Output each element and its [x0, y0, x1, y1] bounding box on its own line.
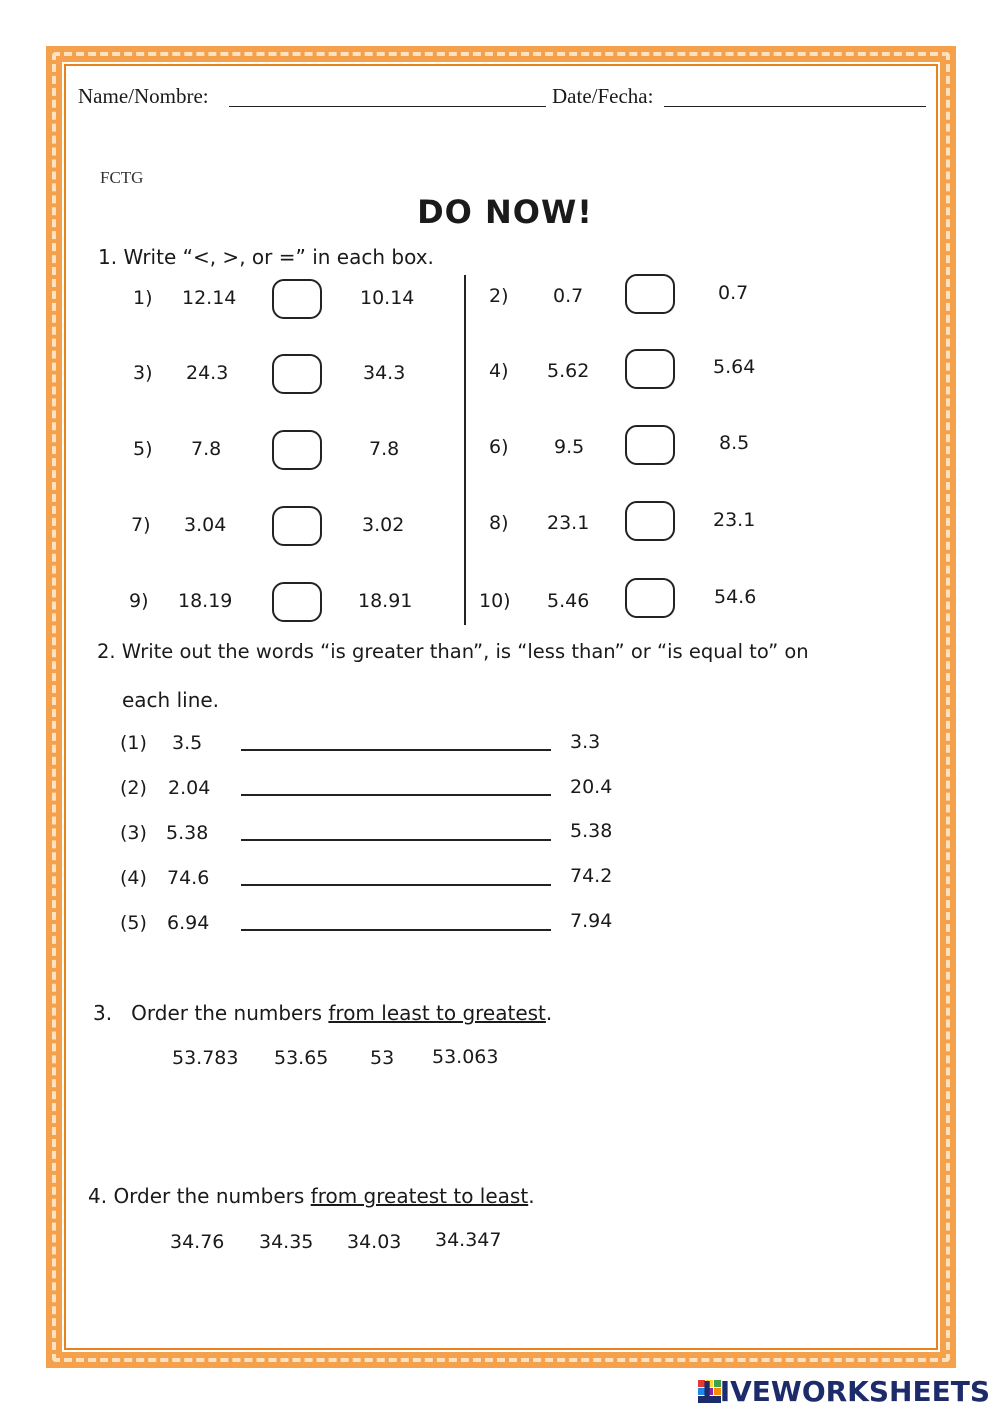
q1-item-right-value: 7.8	[369, 438, 400, 460]
q1-answer-box-6[interactable]	[625, 425, 675, 465]
date-label: Date/Fecha:	[552, 84, 654, 108]
q1-item-left-value: 0.7	[553, 285, 584, 307]
page-title: DO NOW!	[417, 193, 593, 231]
q1-answer-box-3[interactable]	[272, 354, 322, 394]
q1-item-left-value: 3.04	[184, 514, 227, 536]
q1-answer-box-1[interactable]	[272, 279, 322, 319]
q1-item-label: 3)	[133, 362, 153, 384]
q1-item-right-value: 3.02	[362, 514, 405, 536]
q1-answer-box-2[interactable]	[625, 274, 675, 314]
q2-item-right-value: 5.38	[570, 820, 613, 842]
q1-item-left-value: 12.14	[182, 287, 237, 309]
name-field[interactable]	[229, 106, 546, 107]
q3-number: 53.783	[172, 1047, 239, 1069]
q2-item-label: (5)	[120, 912, 147, 934]
q2-answer-line-2[interactable]	[241, 794, 551, 796]
q1-item-label: 6)	[489, 436, 509, 458]
q1-item-label: 8)	[489, 512, 509, 534]
q1-answer-box-7[interactable]	[272, 506, 322, 546]
q1-item-right-value: 0.7	[718, 282, 749, 304]
q2-item-label: (4)	[120, 867, 147, 889]
q2-item-left-value: 5.38	[166, 822, 209, 844]
q1-item-label: 5)	[133, 438, 153, 460]
q2-answer-line-1[interactable]	[241, 749, 551, 751]
name-label: Name/Nombre:	[78, 84, 209, 108]
q1-answer-box-9[interactable]	[272, 582, 322, 622]
q3-instruction-prefix: 3. Order the numbers	[93, 1001, 329, 1025]
q4-number: 34.03	[347, 1231, 402, 1253]
q2-item-label: (2)	[120, 777, 147, 799]
q1-item-left-value: 5.62	[547, 360, 590, 382]
q2-item-right-value: 74.2	[570, 865, 613, 887]
q4-instruction-suffix: .	[528, 1184, 535, 1208]
q3-instruction-suffix: .	[545, 1001, 553, 1025]
q1-item-left-value: 5.46	[547, 590, 590, 612]
q1-item-right-value: 5.64	[713, 356, 756, 378]
q1-instruction: 1. Write “<, >, or =” in each box.	[98, 245, 434, 269]
q3-number: 53.65	[274, 1047, 329, 1069]
q1-item-right-value: 23.1	[713, 509, 756, 531]
q2-answer-line-3[interactable]	[241, 839, 551, 841]
q1-item-left-value: 24.3	[186, 362, 229, 384]
date-field[interactable]	[664, 106, 926, 107]
q1-column-divider	[464, 275, 466, 625]
q3-instruction-emphasis: from least to greatest	[328, 1001, 546, 1025]
q2-item-right-value: 3.3	[570, 731, 601, 753]
q2-item-left-value: 6.94	[167, 912, 210, 934]
q4-number: 34.35	[259, 1231, 314, 1253]
q2-item-label: (1)	[120, 732, 147, 754]
q1-answer-box-10[interactable]	[625, 578, 675, 618]
q1-item-right-value: 34.3	[363, 362, 406, 384]
q1-item-left-value: 7.8	[191, 438, 222, 460]
q1-item-label: 7)	[131, 514, 151, 536]
q1-answer-box-4[interactable]	[625, 349, 675, 389]
q4-instruction-emphasis: from greatest to least	[310, 1184, 529, 1208]
q1-item-label: 9)	[129, 590, 149, 612]
q2-item-left-value: 2.04	[168, 777, 211, 799]
q4-instruction-prefix: 4. Order the numbers	[88, 1184, 311, 1208]
q1-item-left-value: 9.5	[554, 436, 585, 458]
worksheet-code: FCTG	[100, 168, 144, 187]
q1-item-label: 10)	[479, 590, 511, 612]
q2-answer-line-5[interactable]	[241, 929, 551, 931]
q4-number: 34.76	[170, 1231, 225, 1253]
q4-instruction	[88, 1184, 535, 1208]
q1-item-right-value: 18.91	[358, 590, 413, 612]
q2-item-left-value: 3.5	[172, 732, 203, 754]
q1-item-left-value: 18.19	[178, 590, 233, 612]
q1-item-label: 2)	[489, 285, 509, 307]
q2-item-label: (3)	[120, 822, 147, 844]
q1-item-right-value: 8.5	[719, 432, 750, 454]
q4-number: 34.347	[435, 1229, 502, 1251]
q2-instruction-cont: each line.	[122, 688, 220, 712]
q3-instruction	[93, 1001, 552, 1025]
q3-number: 53.063	[432, 1046, 499, 1068]
liveworksheets-logo-text: LIVEWORKSHEETS	[701, 1375, 990, 1408]
q1-item-left-value: 23.1	[547, 512, 590, 534]
q1-item-label: 4)	[489, 360, 509, 382]
q1-answer-box-5[interactable]	[272, 430, 322, 470]
q1-item-right-value: 10.14	[360, 287, 415, 309]
q2-item-right-value: 20.4	[570, 776, 613, 798]
q2-answer-line-4[interactable]	[241, 884, 551, 886]
q3-number: 53	[370, 1047, 395, 1069]
q2-item-right-value: 7.94	[570, 910, 613, 932]
q1-answer-box-8[interactable]	[625, 501, 675, 541]
q1-item-label: 1)	[133, 287, 153, 309]
q2-item-left-value: 74.6	[167, 867, 210, 889]
q2-instruction: 2. Write out the words “is greater than”, is “less than” or “is equal to” on	[97, 640, 809, 663]
q1-item-right-value: 54.6	[714, 586, 757, 608]
